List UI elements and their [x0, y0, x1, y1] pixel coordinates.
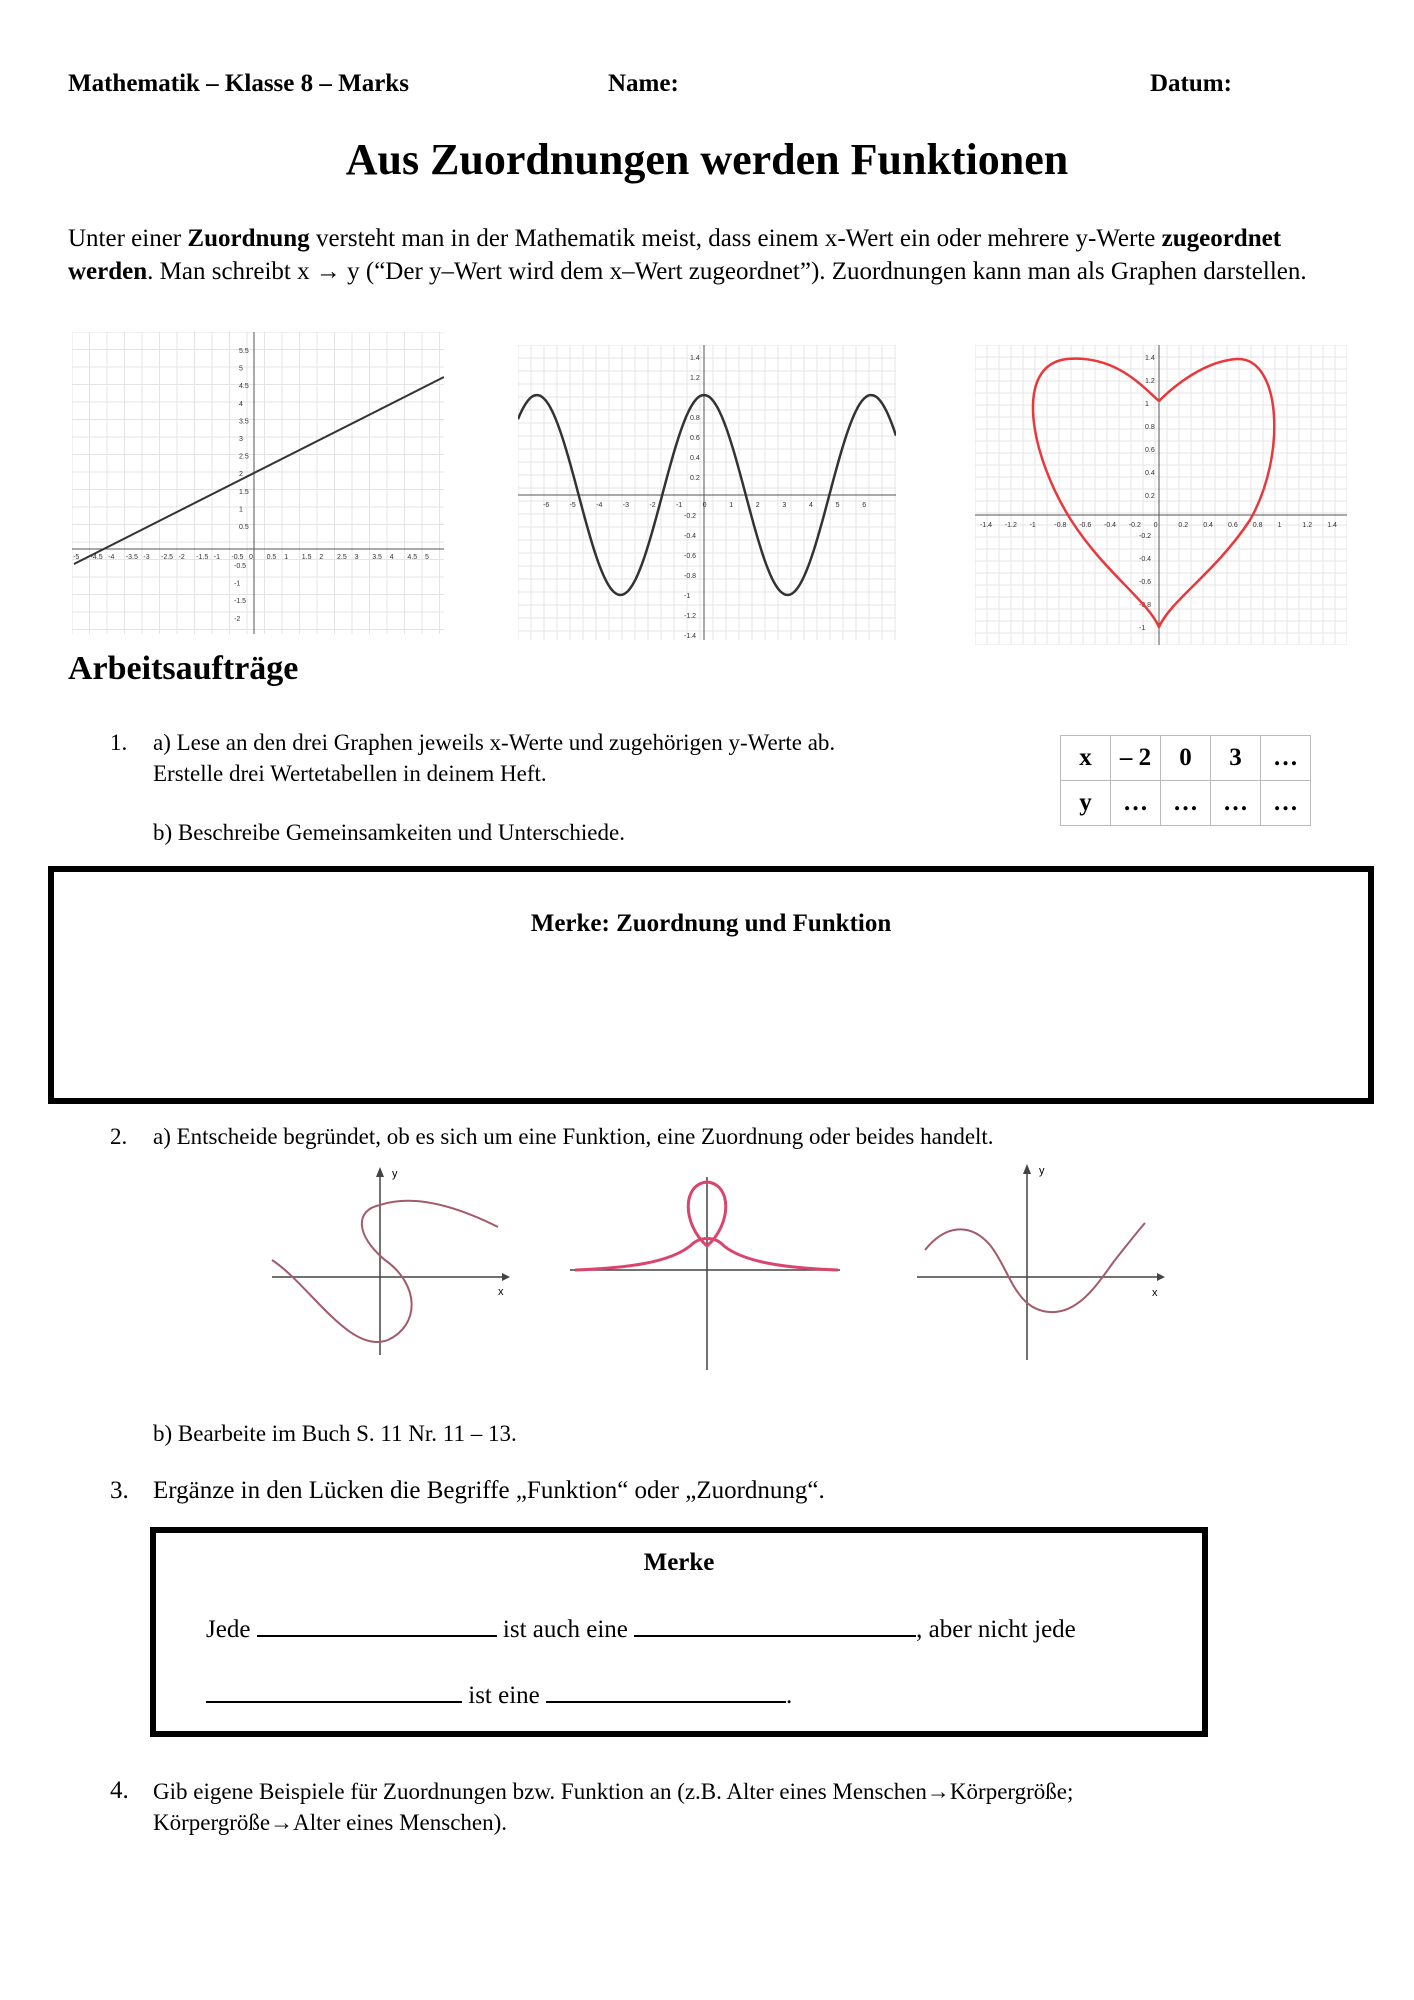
y-tick-label: 4.5 — [239, 383, 249, 391]
x-tick-label: 2 — [319, 554, 324, 561]
value-table-cell: … — [1161, 781, 1211, 826]
sketch1-y-arrow — [376, 1167, 384, 1177]
y-tick-label: -1 — [234, 580, 241, 588]
sine-graph-grid — [518, 345, 896, 640]
blank-2[interactable] — [634, 1609, 916, 1637]
y-tick-label: 1 — [239, 506, 243, 514]
merke-box-2 — [150, 1527, 1208, 1737]
x-tick-label: 3.5 — [372, 554, 382, 561]
x-tick-label: 0 — [702, 502, 707, 509]
sketch1-curve — [272, 1201, 498, 1342]
x-tick-label: 4 — [809, 502, 813, 509]
x-tick-label: -4 — [596, 502, 603, 509]
y-tick-label: -1.5 — [234, 598, 247, 606]
x-tick-label: -3.5 — [125, 554, 138, 561]
value-table-cell: … — [1211, 781, 1261, 826]
x-tick-label: -4 — [108, 554, 115, 561]
merke-box-1-title: Merke: Zuordnung und Funktion — [530, 910, 892, 937]
y-tick-label: 1.5 — [239, 488, 249, 496]
y-tick-label: 5 — [239, 365, 243, 373]
x-tick-label: 1.4 — [1327, 522, 1337, 529]
merke-word-aber-nicht-jede: , aber nicht jede — [916, 1616, 1076, 1643]
subject-header: Mathematik – Klasse 8 – Marks — [68, 70, 409, 97]
y-tick-label: -0.4 — [1139, 556, 1152, 563]
x-tick-label: 4.5 — [407, 554, 418, 561]
line-graph-tick-labels — [73, 348, 429, 623]
y-tick-label: 2.5 — [239, 453, 249, 461]
value-table-cell: … — [1261, 736, 1311, 781]
value-table-cell: – 2 — [1111, 736, 1161, 781]
x-tick-label: 3 — [782, 502, 787, 509]
merke-box-2-line2 — [206, 1675, 792, 1710]
x-tick-label: -5 — [73, 554, 80, 561]
y-tick-label: -0.8 — [684, 573, 697, 580]
x-tick-label: -2 — [178, 554, 185, 561]
value-table-row-x — [1061, 736, 1311, 781]
x-tick-label: -3 — [143, 554, 150, 561]
line-graph-grid — [72, 332, 444, 634]
x-tick-label: -0.6 — [1079, 522, 1092, 529]
value-table-cell: … — [1111, 781, 1161, 826]
x-tick-label: -1.4 — [980, 522, 993, 529]
intro-text-1: Unter einer — [68, 225, 188, 252]
sketch1-x-label: x — [498, 1286, 504, 1298]
x-tick-label: 5 — [425, 554, 429, 561]
x-tick-label: 0.6 — [1228, 522, 1238, 529]
task4-number: 4. — [110, 1777, 129, 1804]
y-tick-label: 0.4 — [1145, 470, 1155, 477]
y-tick-label: 1.2 — [690, 375, 700, 382]
y-tick-label: 1.4 — [1145, 355, 1155, 362]
y-tick-label: -0.8 — [1139, 602, 1152, 609]
value-table-row-y — [1061, 781, 1311, 826]
task4-line2: Körpergröße→Alter eines Menschen). — [153, 1810, 508, 1835]
sine-graph-tick-labels — [543, 355, 866, 640]
x-tick-label: 5 — [835, 502, 840, 509]
x-tick-label: 4 — [389, 554, 394, 561]
value-table-cell: 3 — [1211, 736, 1261, 781]
y-tick-label: 4 — [239, 400, 243, 408]
y-tick-label: 0.4 — [690, 455, 700, 462]
section-title: Arbeitsaufträge — [68, 650, 299, 687]
x-tick-label: 1.5 — [301, 554, 312, 561]
y-tick-label: -0.2 — [1139, 533, 1152, 540]
intro-bold-2: zugeordnet werden — [68, 225, 1282, 285]
x-tick-label: -2 — [649, 502, 656, 509]
x-tick-label: 0.2 — [1178, 522, 1189, 529]
value-table-cell: y — [1061, 781, 1111, 826]
y-tick-label: 0.6 — [1145, 447, 1155, 454]
x-tick-label: -4.5 — [90, 554, 103, 561]
y-tick-label: 0.5 — [239, 524, 249, 531]
x-tick-label: 2.5 — [337, 554, 347, 561]
y-tick-label: 1 — [1145, 401, 1149, 408]
sketch3-y-arrow — [1023, 1164, 1031, 1174]
task3-text: Ergänze in den Lücken die Begriffe „Funktion“ oder „Zuordnung“. — [153, 1477, 825, 1504]
y-tick-label: 5.5 — [239, 348, 249, 355]
value-table-cell: 0 — [1161, 736, 1211, 781]
x-tick-label: 6 — [862, 502, 867, 509]
x-tick-label: -1 — [1029, 522, 1036, 529]
blank-1[interactable] — [257, 1609, 497, 1637]
x-tick-label: 0.4 — [1203, 522, 1213, 529]
x-tick-label: -0.5 — [231, 554, 244, 561]
heart-graph — [975, 345, 1347, 645]
x-tick-label: 0 — [1153, 522, 1158, 529]
sketch3-x-arrow — [1157, 1273, 1165, 1281]
x-tick-label: -0.4 — [1104, 522, 1117, 529]
y-tick-label: -0.5 — [234, 563, 247, 570]
heart-graph-grid — [975, 345, 1347, 645]
y-tick-label: -1 — [1139, 625, 1146, 632]
y-tick-label: -0.6 — [684, 553, 697, 560]
x-tick-label: 0.8 — [1252, 522, 1263, 529]
merke-box-1 — [48, 866, 1374, 1104]
x-tick-label: -1 — [676, 502, 683, 509]
task3-number: 3. — [110, 1477, 129, 1504]
value-table-cell: x — [1061, 736, 1111, 781]
date-label: Datum: — [1150, 70, 1232, 97]
page-title: Aus Zuordnungen werden Funktionen — [345, 135, 1069, 184]
blank-3[interactable] — [206, 1675, 462, 1703]
y-tick-label: -0.6 — [1139, 579, 1152, 586]
intro-bold-1: Zuordnung — [187, 225, 310, 252]
merke-box-2-line1 — [206, 1609, 1076, 1644]
y-tick-label: 0.8 — [1145, 424, 1155, 431]
task1-number: 1. — [110, 730, 128, 755]
x-tick-label: 1 — [1277, 522, 1282, 529]
name-label: Name: — [608, 70, 679, 97]
intro-text-2: versteht man in der Mathematik meist, dass einem x-Wert ein oder mehrere y-Werte — [309, 225, 1162, 252]
y-tick-label: -1.2 — [684, 613, 697, 620]
sketch1-y-label: y — [392, 1168, 398, 1180]
sketch-loop-curve — [570, 1172, 840, 1370]
x-tick-label: 2 — [755, 502, 760, 509]
x-tick-label: 3 — [354, 554, 359, 561]
sketch1-x-arrow — [502, 1273, 510, 1281]
y-tick-label: 0.2 — [690, 475, 700, 482]
sketch-s-curve — [270, 1165, 510, 1355]
x-tick-label: -3 — [622, 502, 630, 509]
x-tick-label: -6 — [543, 502, 550, 509]
line-graph — [72, 332, 444, 634]
task2-number: 2. — [110, 1124, 128, 1149]
x-tick-label: -2.5 — [161, 554, 174, 561]
x-tick-label: -5 — [569, 502, 576, 509]
x-tick-label: -1.2 — [1004, 522, 1017, 529]
y-tick-label: -0.2 — [684, 513, 697, 520]
merke-word-ist-auch-eine: ist auch eine — [502, 1616, 628, 1643]
task4-line1: Gib eigene Beispiele für Zuordnungen bzw. Funktion an (z.B. Alter eines Menschen→Körpergröße; — [153, 1779, 1074, 1804]
intro-paragraph — [68, 222, 1348, 288]
task1-b: b) Beschreibe Gemeinsamkeiten und Unterschiede. — [153, 820, 625, 845]
y-tick-label: 3 — [239, 436, 243, 443]
sketch3-y-label: y — [1039, 1165, 1045, 1177]
value-table-cell: … — [1261, 781, 1311, 826]
merke-word-ist-eine: ist eine — [468, 1682, 540, 1709]
y-tick-label: 1.2 — [1145, 378, 1155, 385]
y-tick-label: 0.6 — [690, 435, 700, 442]
y-tick-label: -0.4 — [684, 533, 697, 540]
blank-4[interactable] — [546, 1675, 786, 1703]
sketch-wave-curve — [915, 1160, 1165, 1360]
merke-period: . — [786, 1682, 793, 1709]
y-tick-label: -1.4 — [684, 633, 697, 640]
x-tick-label: 0.5 — [266, 554, 277, 561]
line-graph-curve — [74, 377, 444, 564]
sketch3-x-label: x — [1152, 1287, 1158, 1299]
merke-word-jede: Jede — [206, 1616, 251, 1643]
y-tick-label: 0.8 — [690, 415, 700, 422]
task1-a-line1: a) Lese an den drei Graphen jeweils x-Werte und zugehörigen y-Werte ab. — [153, 730, 836, 755]
y-tick-label: 2 — [239, 471, 243, 479]
y-tick-label: 3.5 — [239, 418, 249, 426]
x-tick-label: -1 — [213, 554, 221, 561]
y-tick-label: -1 — [684, 593, 691, 600]
x-tick-label: 1 — [729, 502, 734, 509]
task1-a-line2: Erstelle drei Wertetabellen in deinem Heft. — [153, 761, 547, 786]
x-tick-label: -0.8 — [1054, 522, 1067, 529]
sine-graph — [518, 345, 896, 640]
merke-box-2-title: Merke — [643, 1549, 715, 1576]
task2-b: b) Bearbeite im Buch S. 11 Nr. 11 – 13. — [153, 1421, 517, 1446]
x-tick-label: -0.2 — [1128, 522, 1141, 529]
y-tick-label: 0.2 — [1145, 493, 1155, 500]
x-tick-label: 1.2 — [1302, 522, 1313, 529]
value-table — [1060, 735, 1311, 826]
x-tick-label: 0 — [249, 554, 253, 561]
y-tick-label: -2 — [234, 615, 241, 623]
x-tick-label: 1 — [284, 554, 289, 561]
y-tick-label: 1.4 — [690, 355, 700, 362]
task2-a: a) Entscheide begründet, ob es sich um eine Funktion, eine Zuordnung oder beides handelt. — [153, 1124, 994, 1149]
intro-text-3: . Man schreibt x → y (“Der y–Wert wird dem x–Wert zugeordnet”). Zuordnungen kann man als Graphen darstellen. — [147, 258, 1307, 285]
x-tick-label: -1.5 — [196, 554, 209, 561]
sketch3-curve — [925, 1223, 1145, 1312]
